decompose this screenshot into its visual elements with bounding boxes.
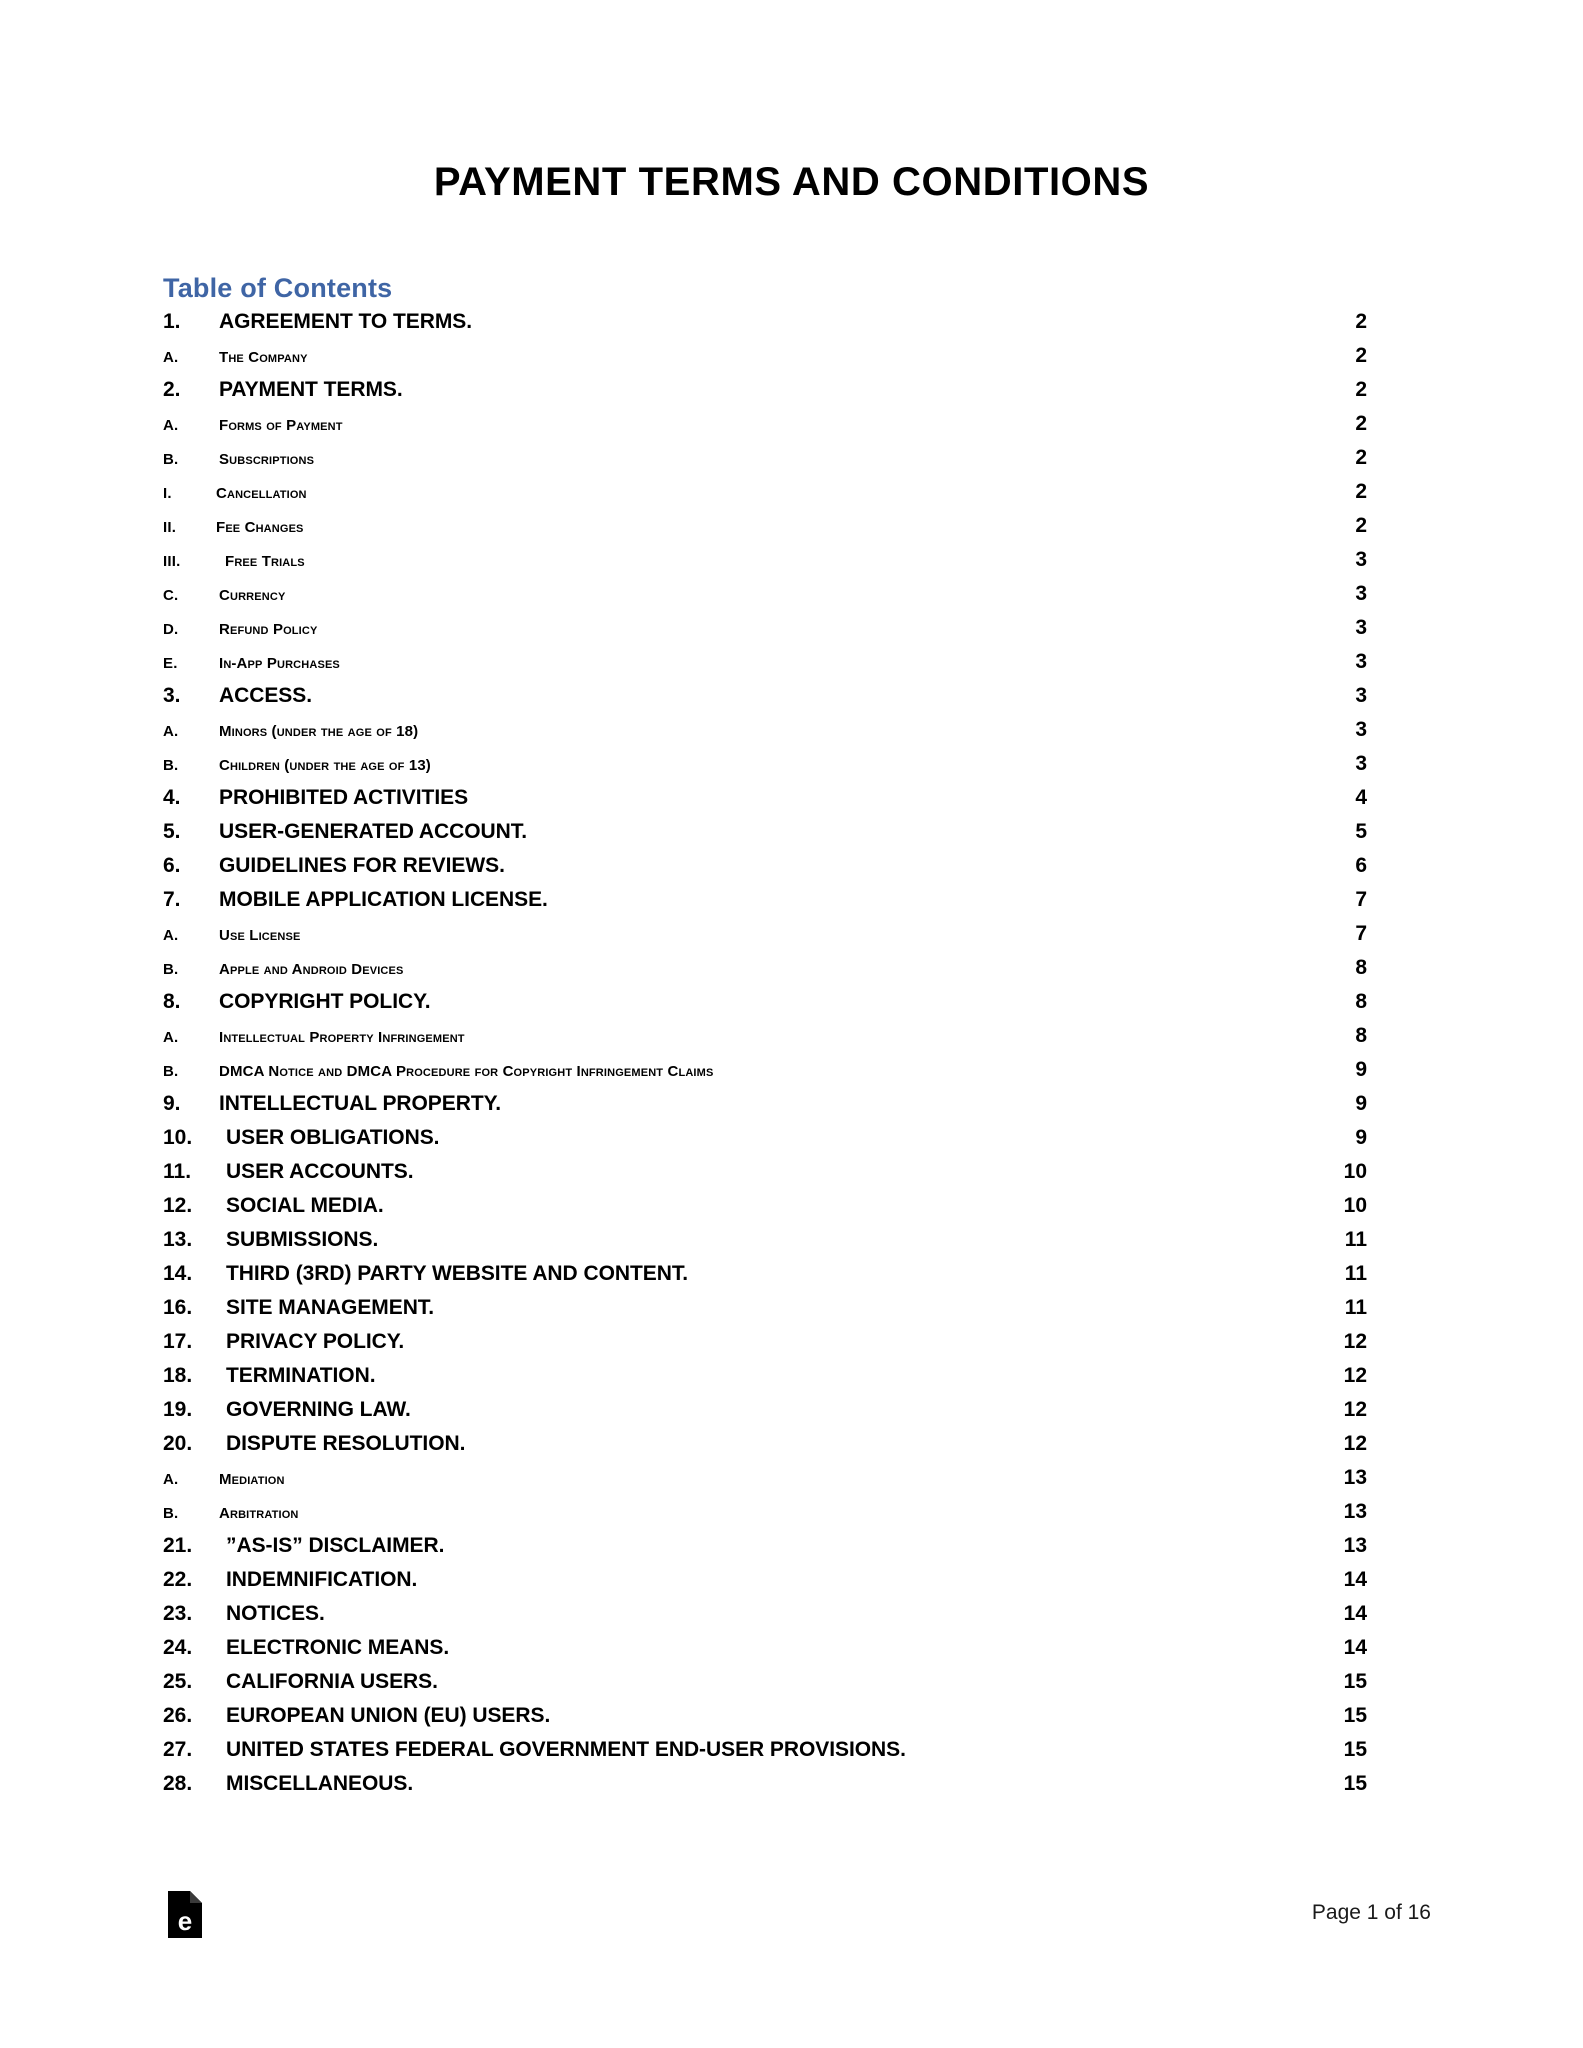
toc-entry-page-number: 9 bbox=[1355, 1092, 1367, 1115]
toc-entry-number: 19. bbox=[163, 1398, 193, 1421]
toc-entry-page-number: 9 bbox=[1355, 1058, 1367, 1081]
toc-entry-page-number: 3 bbox=[1355, 650, 1367, 673]
toc-entry[interactable] bbox=[163, 514, 1367, 548]
toc-entry-label: Apple and Android Devices bbox=[219, 961, 404, 978]
toc-entry-page-number: 7 bbox=[1355, 922, 1367, 945]
toc-entry-label: EUROPEAN UNION (EU) USERS. bbox=[226, 1704, 551, 1727]
toc-entry-label: NOTICES. bbox=[226, 1602, 325, 1625]
toc-entry[interactable] bbox=[163, 922, 1367, 956]
toc-entry-page-number: 15 bbox=[1343, 1738, 1367, 1761]
toc-entry-label: Cancellation bbox=[216, 485, 307, 502]
toc-entry[interactable] bbox=[163, 1296, 1367, 1330]
toc-entry-label: GUIDELINES FOR REVIEWS. bbox=[219, 854, 505, 877]
toc-entry-page-number: 7 bbox=[1355, 888, 1367, 911]
toc-entry-page-number: 12 bbox=[1343, 1432, 1367, 1455]
toc-entry-number: 6. bbox=[163, 854, 181, 877]
toc-entry-page-number: 14 bbox=[1343, 1568, 1367, 1591]
toc-entry[interactable] bbox=[163, 888, 1367, 922]
table-of-contents-list bbox=[163, 310, 1367, 1806]
toc-entry[interactable] bbox=[163, 1568, 1367, 1602]
toc-entry-page-number: 15 bbox=[1343, 1704, 1367, 1727]
toc-entry-label: Refund Policy bbox=[219, 621, 318, 638]
toc-entry-number: 17. bbox=[163, 1330, 193, 1353]
toc-entry[interactable] bbox=[163, 1364, 1367, 1398]
toc-entry-number: I. bbox=[163, 485, 172, 502]
toc-entry-number: A. bbox=[163, 1029, 179, 1046]
toc-entry[interactable] bbox=[163, 718, 1367, 752]
toc-entry-page-number: 14 bbox=[1343, 1636, 1367, 1659]
toc-entry[interactable] bbox=[163, 1126, 1367, 1160]
toc-entry-label: MISCELLANEOUS. bbox=[226, 1772, 414, 1795]
toc-entry-number: 5. bbox=[163, 820, 181, 843]
toc-entry-label: SUBMISSIONS. bbox=[226, 1228, 379, 1251]
toc-entry-label: PAYMENT TERMS. bbox=[219, 378, 403, 401]
toc-entry-page-number: 2 bbox=[1355, 480, 1367, 503]
toc-entry-number: B. bbox=[163, 1505, 179, 1522]
toc-entry-label: TERMINATION. bbox=[226, 1364, 376, 1387]
toc-entry-number: 1. bbox=[163, 310, 181, 333]
brand-logo bbox=[168, 1891, 202, 1938]
toc-entry-page-number: 15 bbox=[1343, 1772, 1367, 1795]
toc-entry-number: B. bbox=[163, 451, 179, 468]
toc-entry-label: SITE MANAGEMENT. bbox=[226, 1296, 435, 1319]
toc-entry-page-number: 3 bbox=[1355, 616, 1367, 639]
toc-entry-number: 4. bbox=[163, 786, 181, 809]
toc-entry-page-number: 2 bbox=[1355, 514, 1367, 537]
toc-entry-number: 23. bbox=[163, 1602, 193, 1625]
toc-entry-label: DMCA Notice and DMCA Procedure for Copyright Infringement Claims bbox=[219, 1063, 714, 1080]
toc-entry-page-number: 8 bbox=[1355, 1024, 1367, 1047]
toc-entry[interactable] bbox=[163, 480, 1367, 514]
toc-entry-label: SOCIAL MEDIA. bbox=[226, 1194, 384, 1217]
toc-entry-label: ”AS-IS” DISCLAIMER. bbox=[226, 1534, 445, 1557]
toc-entry-page-number: 12 bbox=[1343, 1398, 1367, 1421]
toc-entry-number: A. bbox=[163, 723, 179, 740]
toc-entry[interactable] bbox=[163, 1092, 1367, 1126]
toc-entry-number: III. bbox=[163, 553, 181, 570]
toc-entry-number: 27. bbox=[163, 1738, 193, 1761]
toc-entry[interactable] bbox=[163, 990, 1367, 1024]
toc-entry-label: In-App Purchases bbox=[219, 655, 340, 672]
toc-entry-number: 16. bbox=[163, 1296, 193, 1319]
toc-entry[interactable] bbox=[163, 1738, 1367, 1772]
toc-entry-number: A. bbox=[163, 1471, 179, 1488]
toc-entry[interactable] bbox=[163, 786, 1367, 820]
toc-entry-number: 21. bbox=[163, 1534, 193, 1557]
toc-entry-number: 22. bbox=[163, 1568, 193, 1591]
toc-entry-label: The Company bbox=[219, 349, 308, 366]
toc-entry-page-number: 11 bbox=[1344, 1228, 1367, 1251]
toc-entry[interactable] bbox=[163, 446, 1367, 480]
toc-entry-number: B. bbox=[163, 1063, 179, 1080]
toc-entry[interactable] bbox=[163, 1670, 1367, 1704]
toc-entry-number: 25. bbox=[163, 1670, 193, 1693]
toc-entry-page-number: 12 bbox=[1343, 1330, 1367, 1353]
toc-entry-page-number: 13 bbox=[1343, 1534, 1367, 1557]
page-title: PAYMENT TERMS AND CONDITIONS bbox=[433, 160, 1150, 204]
toc-entry-page-number: 2 bbox=[1355, 344, 1367, 367]
toc-entry[interactable] bbox=[163, 1058, 1367, 1092]
toc-entry-page-number: 10 bbox=[1343, 1160, 1367, 1183]
toc-entry-number: 26. bbox=[163, 1704, 193, 1727]
toc-entry-label: PROHIBITED ACTIVITIES bbox=[219, 786, 469, 809]
toc-entry-label: Mediation bbox=[219, 1471, 285, 1488]
toc-entry[interactable] bbox=[163, 820, 1367, 854]
toc-entry[interactable] bbox=[163, 310, 1367, 344]
toc-entry-label: MOBILE APPLICATION LICENSE. bbox=[219, 888, 548, 911]
toc-entry[interactable] bbox=[163, 1262, 1367, 1296]
toc-entry-page-number: 3 bbox=[1355, 752, 1367, 775]
toc-entry-number: D. bbox=[163, 621, 179, 638]
toc-entry-number: E. bbox=[163, 655, 178, 672]
toc-entry-label: USER OBLIGATIONS. bbox=[226, 1126, 440, 1149]
toc-entry[interactable] bbox=[163, 1602, 1367, 1636]
toc-entry-number: 8. bbox=[163, 990, 181, 1013]
toc-entry-number: 20. bbox=[163, 1432, 193, 1455]
toc-entry-label: THIRD (3RD) PARTY WEBSITE AND CONTENT. bbox=[226, 1262, 689, 1285]
toc-entry-number: 9. bbox=[163, 1092, 181, 1115]
toc-entry-page-number: 3 bbox=[1355, 548, 1367, 571]
toc-entry[interactable] bbox=[163, 1534, 1367, 1568]
toc-entry[interactable] bbox=[163, 956, 1367, 990]
toc-entry[interactable] bbox=[163, 412, 1367, 446]
toc-entry-label: COPYRIGHT POLICY. bbox=[219, 990, 431, 1013]
toc-entry-page-number: 2 bbox=[1355, 310, 1367, 333]
toc-entry-number: 13. bbox=[163, 1228, 193, 1251]
toc-entry-number: 2. bbox=[163, 378, 181, 401]
toc-entry-label: DISPUTE RESOLUTION. bbox=[226, 1432, 466, 1455]
toc-entry-number: 24. bbox=[163, 1636, 193, 1659]
toc-entry[interactable] bbox=[163, 1024, 1367, 1058]
toc-entry-page-number: 8 bbox=[1355, 990, 1367, 1013]
toc-entry-page-number: 13 bbox=[1343, 1500, 1367, 1523]
toc-entry[interactable] bbox=[163, 1500, 1367, 1534]
toc-entry-number: 12. bbox=[163, 1194, 193, 1217]
toc-entry-label: Arbitration bbox=[219, 1505, 299, 1522]
toc-entry-label: Forms of Payment bbox=[219, 417, 343, 434]
toc-entry-number: C. bbox=[163, 587, 179, 604]
toc-entry-page-number: 3 bbox=[1355, 582, 1367, 605]
toc-entry-page-number: 14 bbox=[1343, 1602, 1367, 1625]
toc-entry-number: A. bbox=[163, 417, 179, 434]
toc-entry-page-number: 9 bbox=[1355, 1126, 1367, 1149]
toc-entry-number: 28. bbox=[163, 1772, 193, 1795]
table-of-contents-heading: Table of Contents bbox=[163, 273, 393, 303]
toc-entry-label: Fee Changes bbox=[216, 519, 304, 536]
toc-entry-label: INTELLECTUAL PROPERTY. bbox=[219, 1092, 502, 1115]
toc-entry-page-number: 15 bbox=[1343, 1670, 1367, 1693]
toc-entry[interactable] bbox=[163, 684, 1367, 718]
toc-entry-number: B. bbox=[163, 961, 179, 978]
toc-entry[interactable] bbox=[163, 650, 1367, 684]
toc-entry-label: Currency bbox=[219, 587, 286, 604]
toc-entry-number: 14. bbox=[163, 1262, 193, 1285]
toc-entry-label: Minors (under the age of 18) bbox=[219, 723, 419, 740]
toc-entry-number: 3. bbox=[163, 684, 181, 707]
toc-entry-number: 18. bbox=[163, 1364, 193, 1387]
toc-entry-label: AGREEMENT TO TERMS. bbox=[219, 310, 473, 333]
toc-entry-label: UNITED STATES FEDERAL GOVERNMENT END-USER PROVISIONS. bbox=[226, 1738, 906, 1761]
toc-entry-page-number: 11 bbox=[1344, 1296, 1367, 1319]
document-page-icon bbox=[168, 1891, 202, 1938]
page-number-footer: Page 1 of 16 bbox=[1311, 1901, 1431, 1924]
toc-entry[interactable] bbox=[163, 1704, 1367, 1738]
toc-entry[interactable] bbox=[163, 1432, 1367, 1466]
toc-entry-page-number: 10 bbox=[1343, 1194, 1367, 1217]
toc-entry-page-number: 12 bbox=[1343, 1364, 1367, 1387]
toc-entry-label: Free Trials bbox=[225, 553, 305, 570]
toc-entry[interactable] bbox=[163, 752, 1367, 786]
toc-entry-label: Use License bbox=[219, 927, 301, 944]
toc-entry[interactable] bbox=[163, 1228, 1367, 1262]
toc-entry[interactable] bbox=[163, 582, 1367, 616]
toc-entry-page-number: 2 bbox=[1355, 378, 1367, 401]
toc-entry[interactable] bbox=[163, 616, 1367, 650]
toc-entry-number: B. bbox=[163, 757, 179, 774]
toc-entry[interactable] bbox=[163, 548, 1367, 582]
toc-entry-number: A. bbox=[163, 349, 179, 366]
toc-entry-page-number: 3 bbox=[1355, 718, 1367, 741]
toc-entry-page-number: 2 bbox=[1355, 446, 1367, 469]
toc-entry[interactable] bbox=[163, 344, 1367, 378]
toc-entry-page-number: 13 bbox=[1343, 1466, 1367, 1489]
toc-entry-page-number: 6 bbox=[1355, 854, 1367, 877]
toc-entry[interactable] bbox=[163, 1772, 1367, 1806]
toc-entry-label: GOVERNING LAW. bbox=[226, 1398, 411, 1421]
toc-entry-number: 10. bbox=[163, 1126, 193, 1149]
toc-entry-page-number: 4 bbox=[1355, 786, 1367, 809]
toc-entry-page-number: 11 bbox=[1344, 1262, 1367, 1285]
toc-entry-label: Subscriptions bbox=[219, 451, 315, 468]
toc-entry-label: CALIFORNIA USERS. bbox=[226, 1670, 438, 1693]
toc-entry[interactable] bbox=[163, 854, 1367, 888]
toc-entry[interactable] bbox=[163, 378, 1367, 412]
toc-entry[interactable] bbox=[163, 1330, 1367, 1364]
toc-entry-page-number: 2 bbox=[1355, 412, 1367, 435]
toc-entry-label: ELECTRONIC MEANS. bbox=[226, 1636, 450, 1659]
toc-entry-number: A. bbox=[163, 927, 179, 944]
toc-entry[interactable] bbox=[163, 1194, 1367, 1228]
svg-text:e: e bbox=[177, 1906, 193, 1936]
toc-entry-number: 11. bbox=[163, 1160, 192, 1183]
toc-entry-label: PRIVACY POLICY. bbox=[226, 1330, 405, 1353]
toc-entry-page-number: 3 bbox=[1355, 684, 1367, 707]
toc-entry-label: INDEMNIFICATION. bbox=[226, 1568, 418, 1591]
toc-entry-page-number: 8 bbox=[1355, 956, 1367, 979]
toc-entry-label: Intellectual Property Infringement bbox=[219, 1029, 465, 1046]
toc-entry-label: ACCESS. bbox=[219, 684, 313, 707]
toc-entry-page-number: 5 bbox=[1355, 820, 1367, 843]
toc-entry-label: USER ACCOUNTS. bbox=[226, 1160, 414, 1183]
toc-entry[interactable] bbox=[163, 1398, 1367, 1432]
toc-entry-number: 7. bbox=[163, 888, 181, 911]
toc-entry-label: Children (under the age of 13) bbox=[219, 757, 431, 774]
toc-entry-number: II. bbox=[163, 519, 177, 536]
toc-entry[interactable] bbox=[163, 1636, 1367, 1670]
toc-entry[interactable] bbox=[163, 1160, 1367, 1194]
toc-entry-label: USER-GENERATED ACCOUNT. bbox=[219, 820, 528, 843]
toc-entry[interactable] bbox=[163, 1466, 1367, 1500]
